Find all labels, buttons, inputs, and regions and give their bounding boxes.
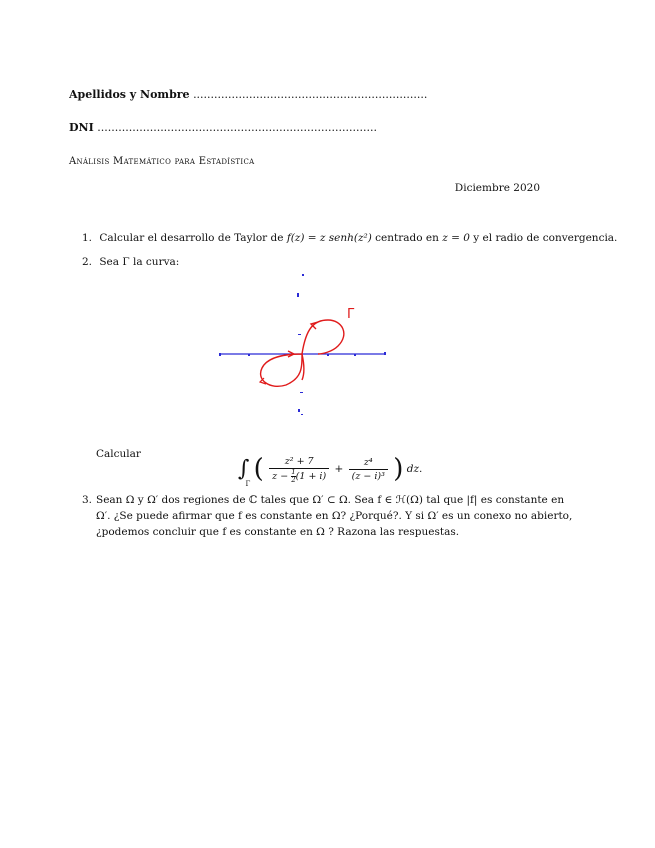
left-paren: (	[253, 454, 264, 484]
dni-label: DNI	[69, 121, 94, 134]
question-number: 2.	[82, 256, 93, 268]
half-den: 2	[291, 475, 296, 484]
frac1-den-b: (1 + i)	[295, 470, 327, 482]
question-1	[82, 230, 617, 246]
fraction-2-denominator: (z − i)³	[351, 470, 385, 482]
fraction-1-denominator	[269, 469, 329, 484]
question-1-mid: centrado en	[375, 232, 439, 244]
plus-sign: +	[334, 463, 344, 475]
question-3-line-1: Sean Ω y Ω′ dos regiones de ℂ tales que Ω′ ⊂ Ω. Sea f ∈ ℋ(Ω) tal que |f| es constante en	[96, 494, 565, 506]
fraction-1	[269, 455, 329, 484]
question-1-pre: Calcular el desarrollo de Taylor de	[99, 232, 284, 244]
question-1-center: z = 0	[442, 232, 470, 244]
name-label: Apellidos y Nombre	[69, 88, 190, 101]
half-num: 1	[291, 467, 296, 476]
integral-sign: ∫	[238, 456, 250, 482]
question-1-formula: f(z) = z senh(z²)	[286, 232, 372, 244]
name-dots: ...................................................................	[193, 88, 428, 101]
question-1-post: y el radio de convergencia.	[473, 232, 618, 244]
imaginary-axis-marks	[297, 274, 304, 415]
question-2-intro	[82, 254, 179, 270]
course-title: Análisis Matemático para Estadística	[69, 156, 255, 167]
exam-date: Diciembre 2020	[454, 182, 540, 194]
fraction-2	[349, 456, 388, 483]
calcular-label: Calcular	[96, 448, 141, 460]
dni-field	[69, 121, 539, 134]
name-field	[69, 88, 539, 101]
fraction-1-numerator: z² + 7	[269, 455, 329, 469]
frac1-den-a: z −	[272, 470, 289, 482]
question-number: 3.	[82, 494, 93, 506]
gamma-curve-cross	[302, 354, 304, 380]
question-number: 1.	[82, 232, 93, 244]
curve-figure	[210, 268, 400, 420]
integral-expression	[238, 454, 422, 488]
integral-subscript: Γ	[245, 480, 251, 488]
question-3-line-3: ¿podemos concluir que f es constante en Ω ? Razona las respuestas.	[96, 526, 460, 538]
fraction-2-numerator: z⁴	[349, 456, 388, 470]
question-2-intro-text: Sea Γ la curva:	[99, 256, 180, 268]
dni-dots: ................................................................................	[97, 121, 377, 134]
differential: dz.	[406, 463, 423, 475]
question-3-line-2: Ω′. ¿Se puede afirmar que f es constante en Ω? ¿Porqué?. Y si Ω′ es un conexo no abierto,	[96, 510, 573, 522]
gamma-curve	[261, 320, 344, 386]
right-paren: )	[393, 454, 404, 484]
gamma-label: Γ	[347, 307, 355, 322]
question-3	[82, 492, 573, 540]
